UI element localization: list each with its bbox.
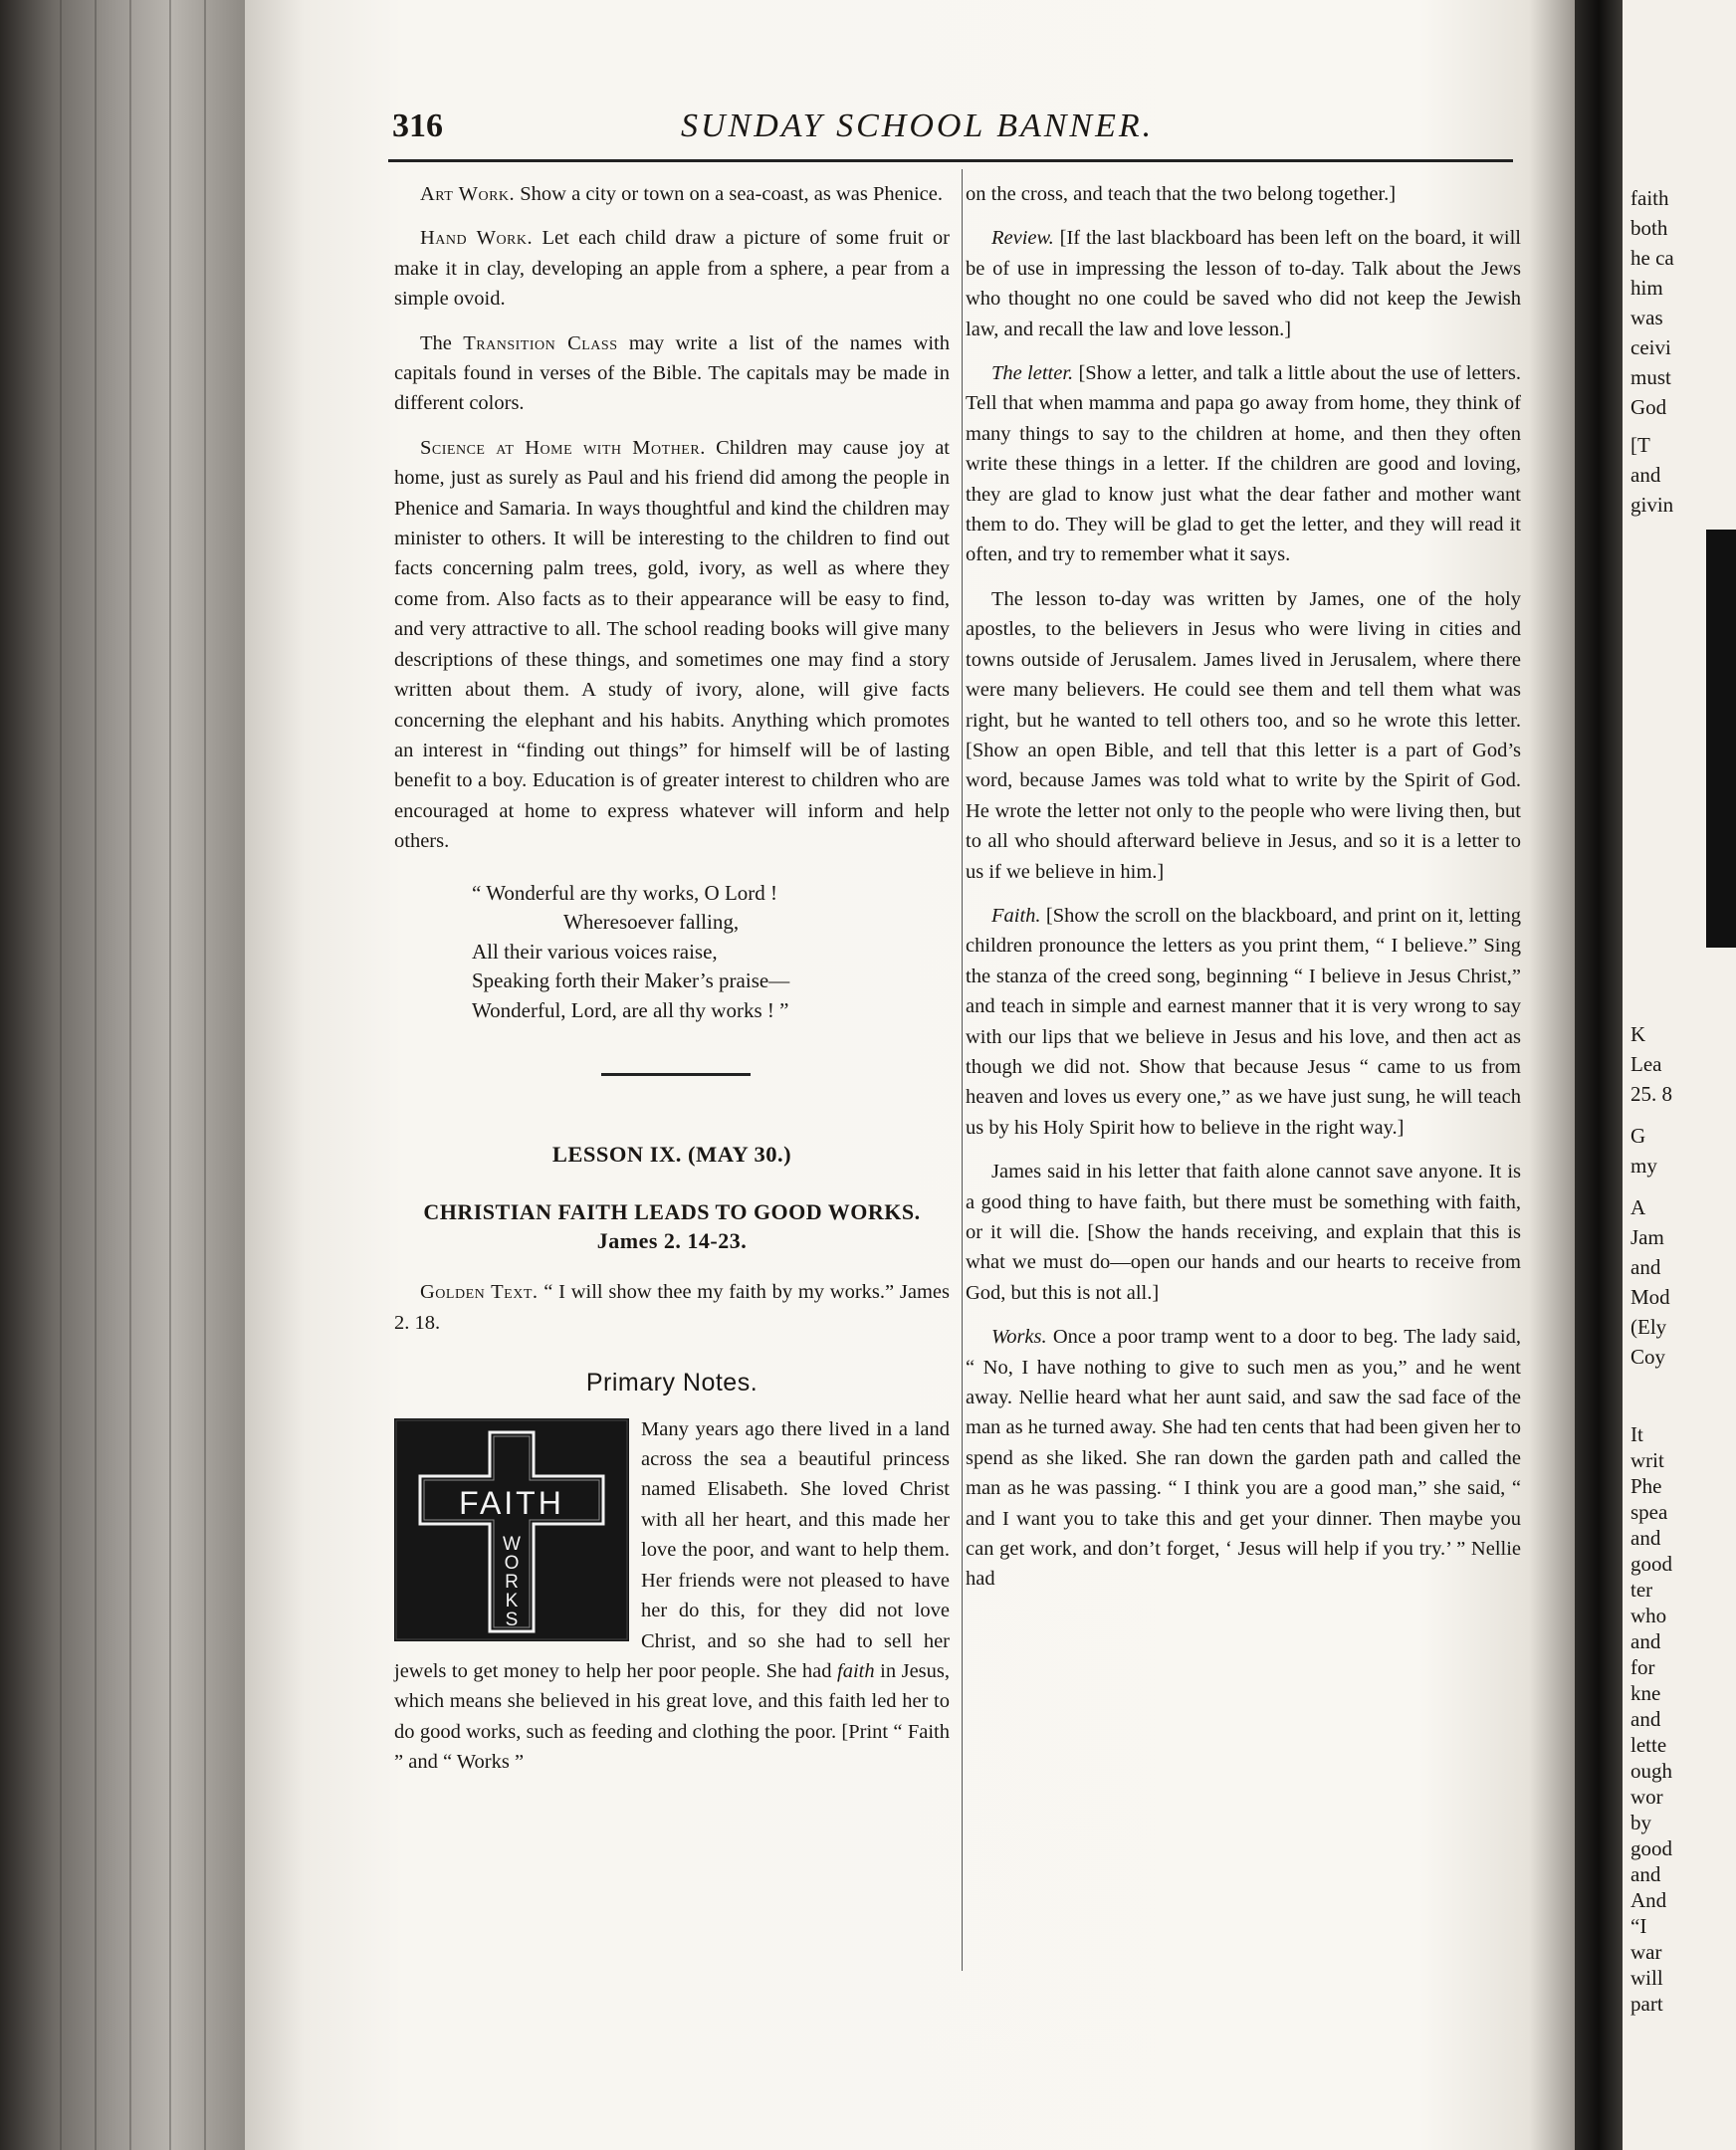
facing-page-text-fragment: good — [1630, 1836, 1672, 1860]
facing-page-text-fragment: lette — [1630, 1733, 1667, 1757]
facing-page-illustration — [1706, 530, 1736, 948]
facing-page-text-fragment: Phe — [1630, 1474, 1662, 1498]
facing-page-text-fragment: It — [1630, 1422, 1643, 1446]
emblem-works-letter: R — [505, 1571, 519, 1593]
science-label: Science at Home with Mother. — [420, 436, 706, 459]
facing-page-text-fragment: was — [1630, 306, 1663, 329]
transition-class-text: may write a list of the names with capitals found in verses of the Bible. The capitals may be made in different colors. — [394, 331, 950, 415]
emblem-works-text — [503, 1534, 521, 1630]
facing-page-text-fragment: and — [1630, 1629, 1661, 1653]
running-head: SUNDAY SCHOOL BANNER. — [681, 108, 1155, 144]
facing-page-text-fragment: [T — [1630, 433, 1650, 457]
facing-page-text-fragment: spea — [1630, 1500, 1668, 1524]
story-text-b: in Jesus, which means she believed in his great love, and this faith led her to do good works, such as feeding and clothing the poor. [Print “ Faith ” and “ Works ” — [394, 1659, 951, 1774]
art-work-label: Art Work. — [420, 183, 516, 205]
letter-text: [Show a letter, and talk a little about the use of letters. Tell that when mamma and papa go away from home, they think of many things to say to the children at home, and then they often write these things in a letter. If the children are good and loving, they are glad to know just what the dear father and mother want them to do. They will be glad to get the letter, and they will read it often, and try to remember what it says. — [966, 362, 1521, 566]
emblem-works-letter: W — [503, 1533, 521, 1555]
facing-page-text-fragment: and — [1630, 1707, 1661, 1731]
header-rule — [388, 159, 1513, 162]
golden-text — [394, 1277, 950, 1338]
facing-page-text-fragment: will — [1630, 1966, 1663, 1990]
golden-text-label: Golden Text. — [420, 1281, 539, 1304]
poem-line: Wheresoever falling, — [563, 910, 740, 935]
facing-page-text-fragment: good — [1630, 1552, 1672, 1576]
facing-page-text-fragment: And — [1630, 1888, 1667, 1912]
poem — [472, 879, 950, 1026]
story-text-a: Many years ago there lived in a land across the sea a beautiful princess named Elisabeth. She loved Christ with all her heart, and this made her love the poor, and want to help them. Her friends were not pleased to have her do this, for they did not love Christ, and so she had to sell her jewels to get money to help her poor people. She had — [394, 1417, 950, 1682]
facing-page-text-fragment: my — [1630, 1154, 1657, 1178]
poem-line: Speaking forth their Maker’s praise— — [472, 968, 790, 993]
faith-label: Faith. — [991, 904, 1041, 927]
art-work-text: Show a city or town on a sea-coast, as was Phenice. — [515, 183, 943, 205]
continued-paragraph: on the cross, and teach that the two belong together.] — [966, 183, 1397, 205]
page-header — [392, 104, 1507, 153]
facing-page-text-fragment: ough — [1630, 1759, 1672, 1783]
works-text: Once a poor tramp went to a door to beg. The lady said, “ No, I have nothing to give to such men as you,” and he went away. Nellie heard what her aunt said, and saw the sad face of the man as he turned away. She had ten cents that had been given her to spend as she liked. She ran down the garden path and called the man as he was passing. “ I think you are a good man,” she said, “ and I want you to take this and get your dinner. Then maybe you can get work, and don’t forget, ‘ Jesus will help if you try.’ ” Nellie had — [966, 1326, 1521, 1591]
facing-page-text-fragment: kne — [1630, 1681, 1661, 1705]
poem-line: All their various voices raise, — [472, 939, 718, 964]
book-spine-edge — [0, 0, 245, 2150]
lesson-heading: LESSON IX. (MAY 30.) — [551, 1142, 792, 1168]
hand-work-label: Hand Work. — [420, 227, 534, 250]
facing-page-text-fragment: Lea — [1630, 1052, 1662, 1076]
facing-page-text-fragment: must — [1630, 365, 1671, 389]
golden-text-body: “ I will show thee my faith by my works.” James 2. 18. — [394, 1281, 950, 1334]
emblem-works-letter: S — [505, 1609, 519, 1630]
transition-class-paragraph — [394, 328, 950, 419]
facing-page-text-fragment: part — [1630, 1992, 1663, 2016]
facing-page-text-fragment: Coy — [1630, 1345, 1666, 1369]
facing-page-text-fragment: Mod — [1630, 1285, 1670, 1309]
faith-works-cross-emblem — [394, 1418, 629, 1641]
facing-page-text-fragment: who — [1630, 1604, 1667, 1627]
emblem-faith-text: FAITH — [459, 1484, 564, 1521]
facing-page-fragment — [1623, 0, 1736, 2150]
facing-page-text-fragment: 25. 8 — [1630, 1082, 1672, 1106]
story-faith: faith — [837, 1659, 875, 1682]
facing-page-text-fragment: both — [1630, 216, 1668, 240]
right-column — [966, 179, 1521, 1609]
emblem-works-letter: K — [505, 1590, 519, 1612]
facing-page-text-fragment: ceivi — [1630, 335, 1671, 359]
art-work-paragraph — [394, 179, 950, 209]
section-rule — [601, 1073, 751, 1076]
review-text: [If the last blackboard has been left on the board, it will be of use in impressing the lesson of to-day. Talk about the Jews who thought no one could be saved who did not keep the Jewish law, and recall the law and love lesson.] — [966, 227, 1521, 340]
facing-page-text-fragment: “I — [1630, 1914, 1647, 1938]
princess-story — [394, 1414, 950, 1778]
science-text: Children may cause joy at home, just as surely as Paul and his friend did among the people in Phenice and Samaria. In ways thoughtful and kind the children may minister to others. It will be interesting to the children to find out facts concerning palm trees, gold, ivory, as well as where they come from. Also facts as to their appearance will be easy to find, and very attractive to all. The school reading books will give many descriptions of these things, and sometimes one may find a story written about them. A study of ivory, alone, will give facts concerning the elephant and his habits. Anything which promotes an interest in “finding out things” for himself will be of lasting benefit to a boy. Education is of greater interest to children who are encouraged at home to express whatever will inform and help others. — [394, 436, 950, 853]
science-paragraph — [394, 433, 950, 857]
book-gutter — [1575, 0, 1623, 2150]
facing-page-text-fragment: A — [1630, 1195, 1646, 1219]
poem-line: Wonderful, Lord, are all thy works ! ” — [472, 997, 789, 1022]
facing-page-text-fragment: and — [1630, 1526, 1661, 1550]
facing-page-text-fragment: God — [1630, 395, 1667, 419]
lesson-title: CHRISTIAN FAITH LEADS TO GOOD WORKS. James 2. 14-23. — [423, 1199, 921, 1254]
letter-paragraph — [966, 358, 1521, 570]
faith-text: [Show the scroll on the blackboard, and print on it, letting children pronounce the letters as you print them, “ I believe.” Sing the stanza of the creed song, beginning “ I believe in Jesus Christ,” and teach in simple and earnest manner that it is very wrong to say with our lips that we believe in Jesus and his love, and then act as though we did not. Show that because Jesus “ came to us from heaven and loves us every one,” as we have just sung, he will teach us by his Holy Spirit how to believe in the right way.] — [966, 904, 1521, 1139]
works-label: Works. — [991, 1326, 1047, 1349]
james-paragraph: James said in his letter that faith alone cannot save anyone. It is a good thing to have faith, but there must be something with faith, or it will die. [Show the hands receiving, and explain that this is what we must do—open our hands and our hearts to receive from God, but this is not all.] — [966, 1161, 1521, 1304]
facing-page-text-fragment: and — [1630, 1255, 1661, 1279]
facing-page-text-fragment: K — [1630, 1022, 1646, 1046]
facing-page-text-fragment: for — [1630, 1655, 1655, 1679]
facing-page-text-fragment: war — [1630, 1940, 1662, 1964]
facing-page-text-fragment: he ca — [1630, 246, 1674, 270]
facing-page-text-fragment: and — [1630, 1862, 1661, 1886]
facing-page-text-fragment: wor — [1630, 1785, 1663, 1809]
letter-label: The letter. — [991, 362, 1074, 385]
page-number: 316 — [392, 108, 443, 144]
column-divider — [962, 169, 963, 1971]
hand-work-text: Let each child draw a picture of some fruit or make it in clay, developing an apple from a sphere, a pear from a simple ovoid. — [394, 227, 950, 311]
left-column — [394, 179, 950, 1778]
works-paragraph — [966, 1322, 1521, 1595]
facing-page-text-fragment: faith — [1630, 186, 1669, 210]
lesson-paragraph: The lesson to-day was written by James, one of the holy apostles, to the believers in Jesus who were living in cities and towns outside of Jerusalem. James lived in Jerusalem, where there were many believers. He could see them and tell them what was right, but he wanted to tell others too, and so he wrote this letter. [Show an open Bible, and tell that this letter is a part of God’s word, because James was told what to write by the Spirit of God. He wrote the letter not only to the people who were living then, but to all who should afterward believe in Jesus, and so it is a letter to us if we believe in him.] — [966, 587, 1521, 883]
primary-notes-heading: Primary Notes. — [585, 1369, 759, 1398]
facing-page-text-fragment: ter — [1630, 1578, 1653, 1602]
transition-pre: The — [420, 331, 464, 354]
facing-page-text-fragment: (Ely — [1630, 1315, 1667, 1339]
faith-paragraph — [966, 901, 1521, 1143]
review-label: Review. — [991, 227, 1054, 250]
transition-class-label: Transition Class — [463, 331, 618, 354]
hand-work-paragraph — [394, 223, 950, 314]
review-paragraph — [966, 223, 1521, 344]
facing-page-text-fragment: and — [1630, 463, 1661, 487]
facing-page-text-fragment: by — [1630, 1811, 1651, 1834]
poem-line: “ Wonderful are thy works, O Lord ! — [472, 880, 778, 905]
emblem-works-letter: O — [504, 1552, 520, 1574]
facing-page-text-fragment: Jam — [1630, 1225, 1664, 1249]
facing-page-text-fragment: G — [1630, 1124, 1646, 1148]
facing-page-text-fragment: givin — [1630, 493, 1674, 517]
facing-page-text-fragment: writ — [1630, 1448, 1664, 1472]
facing-page-text-fragment: him — [1630, 276, 1663, 300]
